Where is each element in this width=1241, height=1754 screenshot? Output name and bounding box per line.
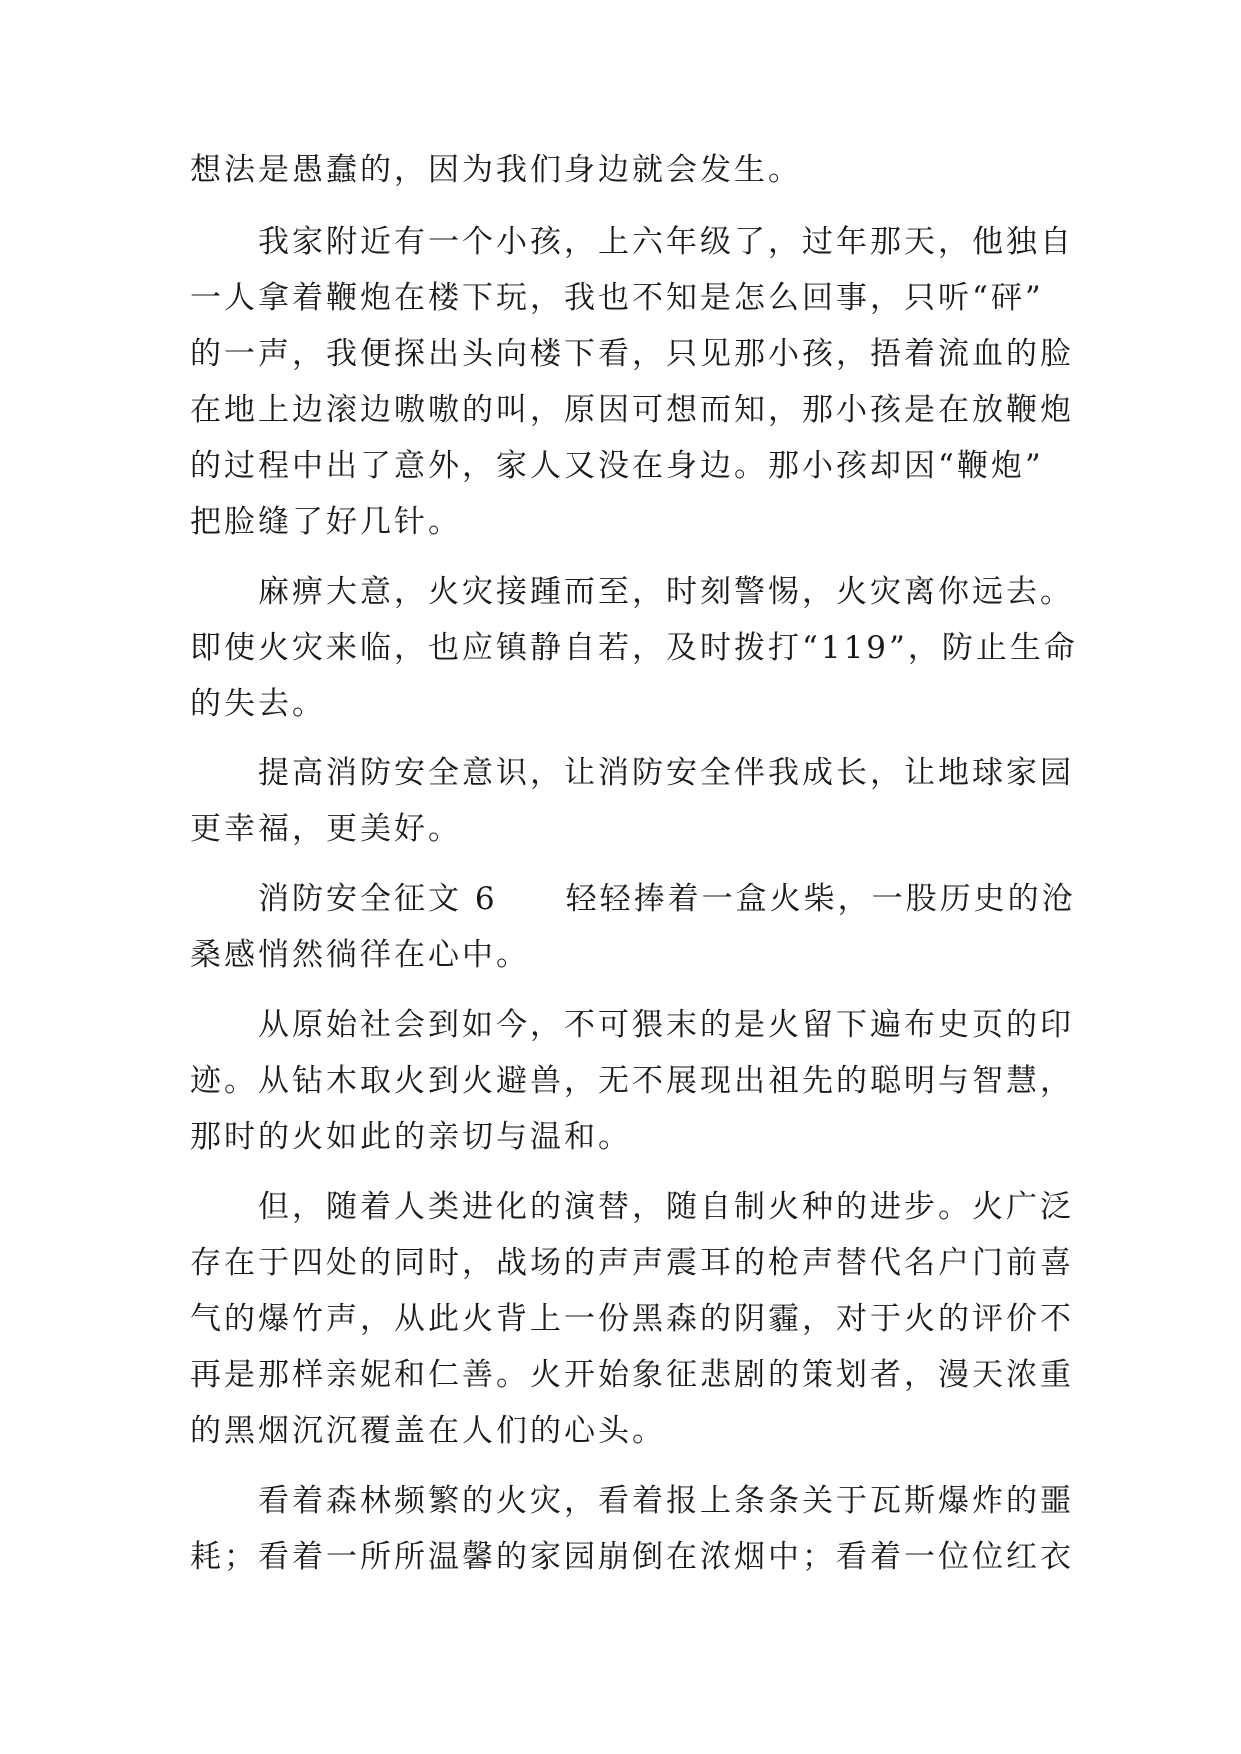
text-line: 想法是愚蠢的，因为我们身边就会发生。 — [190, 152, 802, 188]
text-line: 的黑烟沉沉覆盖在人们的心头。 — [190, 1413, 666, 1449]
text-line: 即使火灾来临，也应镇静自若，及时拨打“119”，防止生命 — [190, 630, 1078, 666]
text-line: 的过程中出了意外，家人又没在身边。那小孩却因“鞭炮” — [190, 448, 1044, 484]
text-line: 那时的火如此的亲切与温和。 — [190, 1119, 632, 1155]
text-line: 的失去。 — [190, 686, 326, 722]
text-line: 气的爆竹声，从此火背上一份黑森的阴霾，对于火的评价不 — [190, 1301, 1074, 1337]
text-line: 我家附近有一个小孩，上六年级了，过年那天，他独自 — [190, 224, 1074, 260]
text-line: 在地上边滚边嗷嗷的叫，原因可想而知，那小孩是在放鞭炮 — [190, 392, 1074, 428]
text-line: 提高消防安全意识，让消防安全伴我成长，让地球家园 — [190, 755, 1074, 791]
text-line: 耗；看着一所所温馨的家园崩倒在浓烟中；看着一位位红衣 — [190, 1539, 1074, 1575]
text-line: 但，随着人类进化的演替，随自制火种的进步。火广泛 — [190, 1189, 1074, 1225]
text-line: 再是那样亲妮和仁善。火开始象征悲剧的策划者，漫天浓重 — [190, 1357, 1074, 1393]
text-line: 从原始社会到如今，不可猥末的是火留下遍布史页的印 — [190, 1007, 1074, 1043]
text-line: 把脸缝了好几针。 — [190, 504, 462, 540]
text-line: 麻痹大意，火灾接踵而至，时刻警惕，火灾离你远去。 — [190, 574, 1074, 610]
text-line: 迹。从钻木取火到火避兽，无不展现出祖先的聪明与智慧， — [190, 1063, 1074, 1099]
text-line: 看着森林频繁的火灾，看着报上条条关于瓦斯爆炸的噩 — [190, 1483, 1074, 1519]
text-line: 消防安全征文 6 轻轻捧着一盒火柴，一股历史的沧 — [190, 881, 1076, 917]
text-line: 的一声，我便探出头向楼下看，只见那小孩，捂着流血的脸 — [190, 336, 1074, 372]
text-line: 桑感悄然徜徉在心中。 — [190, 937, 530, 973]
text-line: 更幸福，更美好。 — [190, 811, 462, 847]
text-line: 一人拿着鞭炮在楼下玩，我也不知是怎么回事，只听“砰” — [190, 280, 1044, 316]
text-line: 存在于四处的同时，战场的声声震耳的枪声替代名户门前喜 — [190, 1245, 1074, 1281]
